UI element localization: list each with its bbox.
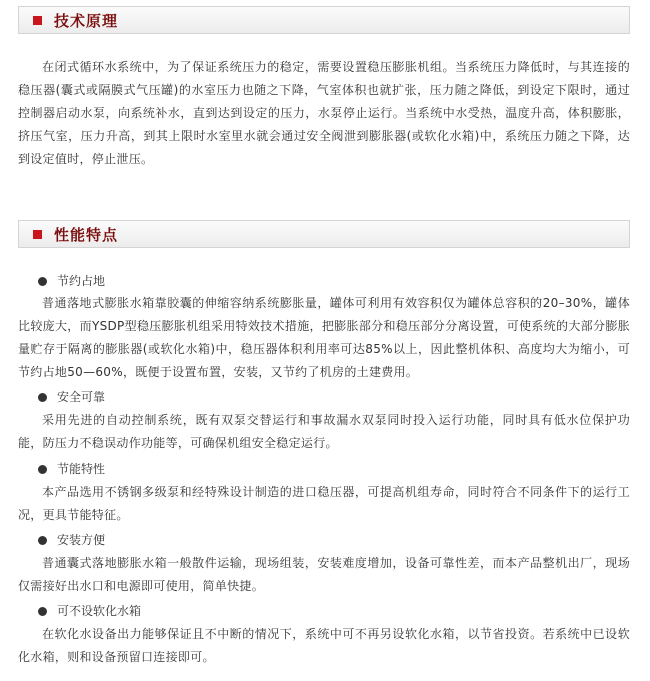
feature-description: 普通囊式落地膨胀水箱一般散件运输，现场组装，安装难度增加，设备可靠性差，而本产品整机出厂，现场仅需接好出水口和电源即可使用，简单快捷。 — [18, 556, 630, 593]
bullet-icon — [38, 277, 47, 286]
feature-title — [38, 386, 105, 408]
feature-description: 在软化水设备出力能够保证且不中断的情况下，系统中可不再另设软化水箱，以节省投资。若系统中已设软化水箱，则和设备预留口连接即可。 — [18, 627, 630, 664]
feature-title — [38, 600, 141, 622]
bullet-icon — [38, 536, 47, 545]
feature-title — [38, 270, 105, 292]
principle-paragraph: 在闭式循环水系统中，为了保证系统压力的稳定，需要设置稳压膨胀机组。当系统压力降低时，与其连接的稳压器(囊式或隔膜式气压罐)的水室压力也随之下降，气室体积也就扩张，压力随之降低，到设定下限时，通过控制器启动水泵，向系统补水，直到达到设定的压力，水泵停止运行。当系统中水受热，温度升高，体积膨胀，挤压气室，压力升高，到其上限时水室里水就会通过安全阀泄到膨胀器(或软化水箱)中，系统压力随之下降，达到设定值时，停止泄压。 — [18, 60, 630, 166]
section-title: 技术原理 — [54, 11, 119, 30]
bullet-icon — [38, 465, 47, 474]
section-header-features — [18, 220, 630, 248]
square-marker-icon — [33, 230, 42, 239]
feature-description: 采用先进的自动控制系统，既有双泵交替运行和事故漏水双泵同时投入运行功能，同时具有低水位保护功能，防压力不稳误动作功能等，可确保机组安全稳定运行。 — [18, 413, 630, 450]
feature-title-text: 节约占地 — [57, 274, 106, 288]
feature-description: 本产品选用不锈钢多级泵和经特殊设计制造的进口稳压器，可提高机组寿命，同时符合不同条件下的运行工况，更具节能特征。 — [18, 485, 630, 522]
feature-description: 普通落地式膨胀水箱靠胶囊的伸缩容纳系统膨胀量，罐体可利用有效容积仅为罐体总容积的20–30%，罐体比较庞大，而YSDP型稳压膨胀机组采用特效技术措施，把膨胀部分和稳压部分分离设置，可使系统的大部分膨胀量贮存于隔离的膨胀器(或软化水箱)中，稳压器体积利用率可达85%以上，因此整机体积、高度均大为缩小，可节约占地50—60%，既便于设置布置，安装，又节约了机房的土建费用。 — [18, 296, 630, 379]
feature-title-text: 节能特性 — [57, 462, 106, 476]
feature-title-text: 可不设软化水箱 — [57, 604, 142, 618]
square-marker-icon — [33, 16, 42, 25]
section-title: 性能特点 — [54, 225, 119, 244]
feature-title — [38, 458, 105, 480]
section-header-principle — [18, 6, 630, 34]
feature-title-text: 安全可靠 — [57, 390, 106, 404]
bullet-icon — [38, 393, 47, 402]
feature-title-text: 安装方便 — [57, 533, 106, 547]
bullet-icon — [38, 607, 47, 616]
feature-title — [38, 529, 105, 551]
